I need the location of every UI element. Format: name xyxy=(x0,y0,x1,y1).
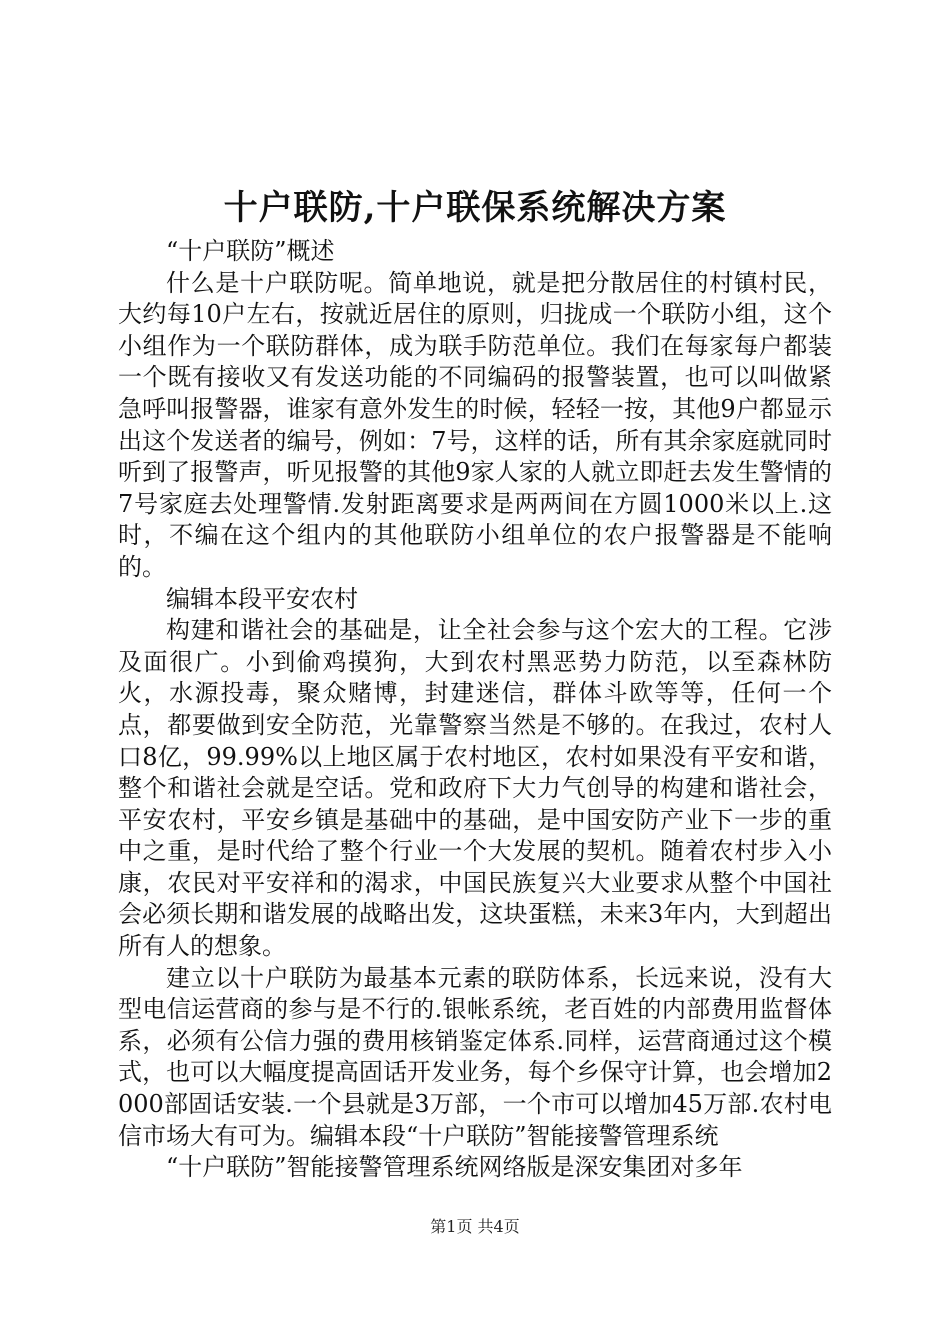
paragraph-system-intro: “十户联防”智能接警管理系统网络版是深安集团对多年 xyxy=(166,1153,743,1182)
page-footer: 第1页 共4页 xyxy=(430,1217,520,1236)
paragraph-what-is: 什么是十户联防呢。简单地说，就是把分散居住的村镇村民，大约每10户左右，按就近居住的原则，归拢成一个联防小组，这个小组作为一个联防群体，成为联手防范单位。我们在每家每户都装一个既有接收又有发送功能的不同编码的报警装置，也可以叫做紧急呼叫报警器，谁家有意外发生的时候，轻轻一按，其他9户都显示出这个发送者的编号，例如：7号，这样的话，所有其余家庭就同时听到了报警声，听见报警的其他9家人家的人就立即赶去发生警情的7号家庭去处理警情.发射距离要求是两两间在方圆1000米以上.这时，不编在这个组内的其他联防小组单位的农户报警器是不能响的。 xyxy=(118,268,832,581)
paragraph-harmony: 构建和谐社会的基础是，让全社会参与这个宏大的工程。它涉及面很广。小到偷鸡摸狗，大到农村黑恶势力防范，以至森林防火，水源投毒，聚众赌博，封建迷信，群体斗欧等等，任何一个点，都要做到安全防范，光靠警察当然是不够的。在我过，农村人口8亿，99.99%以上地区属于农村地区，农村如果没有平安和谐，整个和谐社会就是空话。党和政府下大力气创导的构建和谐社会，平安农村，平安乡镇是基础中的基础，是中国安防产业下一步的重中之重，是时代给了整个行业一个大发展的契机。随着农村步入小康，农民对平安祥和的渴求，中国民族复兴大业要求从整个中国社会必须长期和谐发展的战略出发，这块蛋糕，未来3年内，大到超出所有人的想象。 xyxy=(118,616,832,961)
paragraph-overview-heading: “十户联防”概述 xyxy=(166,237,335,265)
paragraph-safe-village-heading: 编辑本段平安农村 xyxy=(166,584,358,613)
document-body xyxy=(118,236,832,1184)
document-title: 十户联防,十户联保系统解决方案 xyxy=(223,188,727,228)
paragraph-telecom: 建立以十户联防为最基本元素的联防体系，长远来说，没有大型电信运营商的参与是不行的.银帐系统，老百姓的内部费用监督体系，必须有公信力强的费用核销鉴定体系.同样，运营商通过这个模式，也可以大幅度提高固话开发业务，每个乡保守计算，也会增加2000部固话安装.一个县就是3万部，一个市可以增加45万部.农村电信市场大有可为。编辑本段“十户联防”智能接警管理系统 xyxy=(118,963,832,1150)
